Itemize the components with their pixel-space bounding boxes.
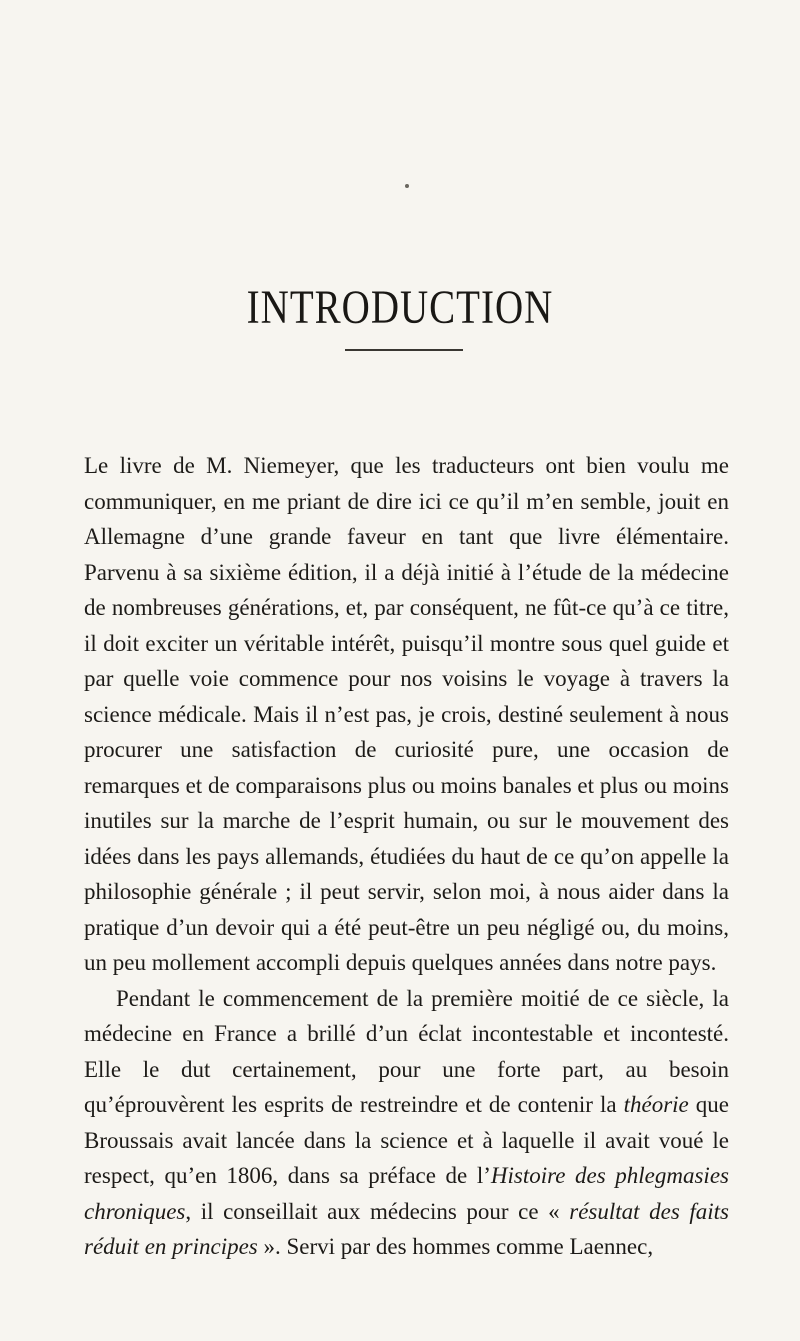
paragraph-1: Le livre de M. Niemeyer, que les traducteurs ont bien voulu me communiquer, en me priant de dire ici ce qu’il m’en semble, jouit en Allemagne d’une grande faveur en tant que livre élémentaire. Parvenu à sa sixième édition, il a déjà initié à l’étude de la médecine de nombreuses générations, et, par conséquent, ne fût-ce qu’à ce titre, il doit exciter un véritable intérêt, puisqu’il montre sous quel guide et par quelle voie commence pour nos voisins le voyage à travers la science médicale. Mais il n’est pas, je crois, destiné seulement à nous procurer une satisfaction de curiosité pure, une occasion de remarques et de comparaisons plus ou moins banales et plus ou moins inutiles sur la marche de l’esprit humain, ou sur le mouvement des idées dans les pays allemands, étudiées du haut de ce qu’on appelle la philosophie générale ; il peut servir, selon moi, à nous aider dans la pratique d’un devoir qui a été peut-être un peu négligé ou, du moins, un peu mollement accompli depuis quelques années dans notre pays. <box>84 453 729 975</box>
paragraph-2-part-3: , il conseillait aux médecins pour ce « <box>185 1198 570 1224</box>
italic-quotation: résultat des faits réduit en principes <box>84 1198 730 1259</box>
paragraph-2-part-2: que Broussais avait lancée dans la science et à laquelle il avait voué le respect, qu’en 1806, dans sa préface de l’ <box>84 1092 729 1188</box>
paragraph-2-part-4: ». Servi par des hommes comme Laennec, <box>257 1234 654 1259</box>
ink-speck <box>405 184 409 188</box>
italic-term-theorie: théorie <box>623 1092 689 1117</box>
paragraph-2-part-1: Pendant le commencement de la première moitié de ce siècle, la médecine en France a brillé d’un éclat incontestable et incontesté. Elle le dut certainement, pour une forte part, au besoin qu’éprouvèrent les esprits de restreindre et de contenir la <box>84 985 729 1117</box>
title-divider <box>345 349 463 351</box>
chapter-title: INTRODUCTION <box>246 281 554 335</box>
body-text <box>84 448 729 1265</box>
italic-book-title: Histoire des phlegmasies chroniques <box>84 1163 729 1224</box>
paragraph-2 <box>84 981 729 1265</box>
